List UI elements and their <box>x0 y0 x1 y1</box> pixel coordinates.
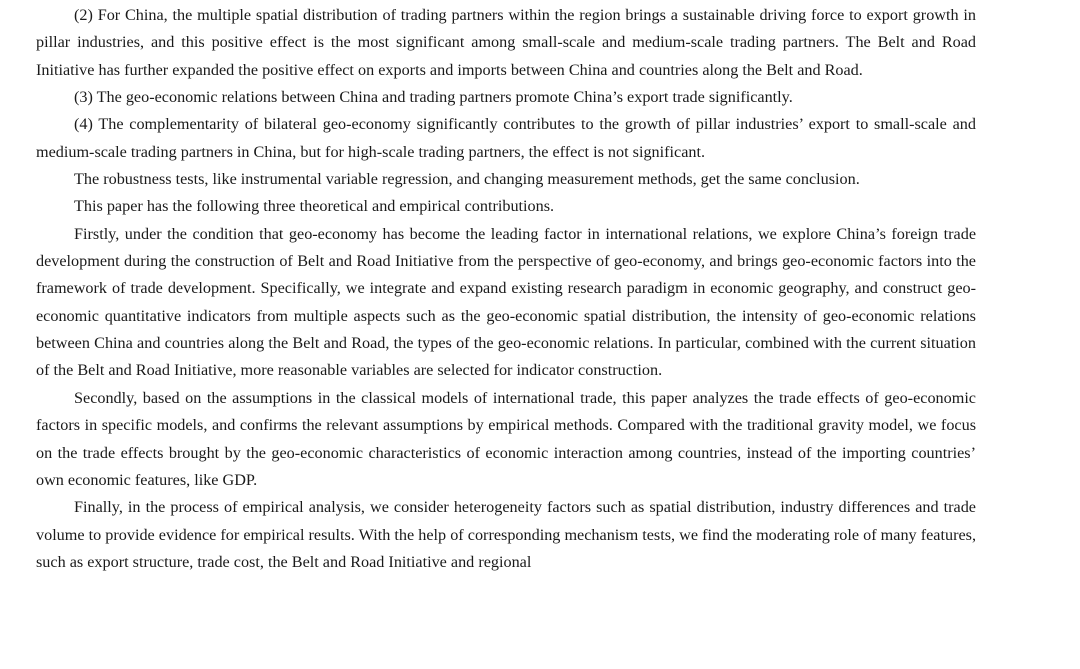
document-page <box>36 2 976 576</box>
paragraph-robustness: The robustness tests, like instrumental variable regression, and changing measurement methods, get the same conclusion. <box>74 170 860 189</box>
paragraph-contributions-intro: This paper has the following three theoretical and empirical contributions. <box>74 197 555 216</box>
paragraph-finding-4: (4) The complementarity of bilateral geo-economy significantly contributes to the growth of pillar industries’ export to small-scale and medium-scale trading partners in China, but for high-scale trading partners, the effect is not significant. <box>36 115 976 161</box>
paragraph-finding-2: (2) For China, the multiple spatial distribution of trading partners within the region brings a sustainable driving force to export growth in pillar industries, and this positive effect is the most significant among small-scale and medium-scale trading partners. The Belt and Road Initiative has further expanded the positive effect on exports and imports between China and countries along the Belt and Road. <box>36 6 976 79</box>
paragraph-finding-3: (3) The geo-economic relations between China and trading partners promote China’s export trade significantly. <box>74 88 793 107</box>
paragraph-contribution-second: Secondly, based on the assumptions in the classical models of international trade, this paper analyzes the trade effects of geo-economic factors in specific models, and confirms the relevant assumptions by empirical methods. Compared with the traditional gravity model, we focus on the trade effects brought by the geo-economic characteristics of economic interaction among countries, instead of the importing countries’ own economic features, like GDP. <box>36 388 976 489</box>
paragraph-contribution-first: Firstly, under the condition that geo-economy has become the leading factor in international relations, we explore China’s foreign trade development during the construction of Belt and Road Initiative from the perspective of geo-economy, and brings geo-economic factors into the framework of trade development. Specifically, we integrate and expand existing research paradigm in economic geography, and construct geo-economic quantitative indicators from multiple aspects such as the geo-economic spatial distribution, the intensity of geo-economic relations between China and countries along the Belt and Road, the types of the geo-economic relations. In particular, combined with the current situation of the Belt and Road Initiative, more reasonable variables are selected for indicator construction. <box>36 224 976 380</box>
paragraph-contribution-final: Finally, in the process of empirical analysis, we consider heterogeneity factors such as spatial distribution, industry differences and trade volume to provide evidence for empirical results. With the help of corresponding mechanism tests, we find the moderating role of many features, such as export structure, trade cost, the Belt and Road Initiative and regional <box>36 498 976 571</box>
